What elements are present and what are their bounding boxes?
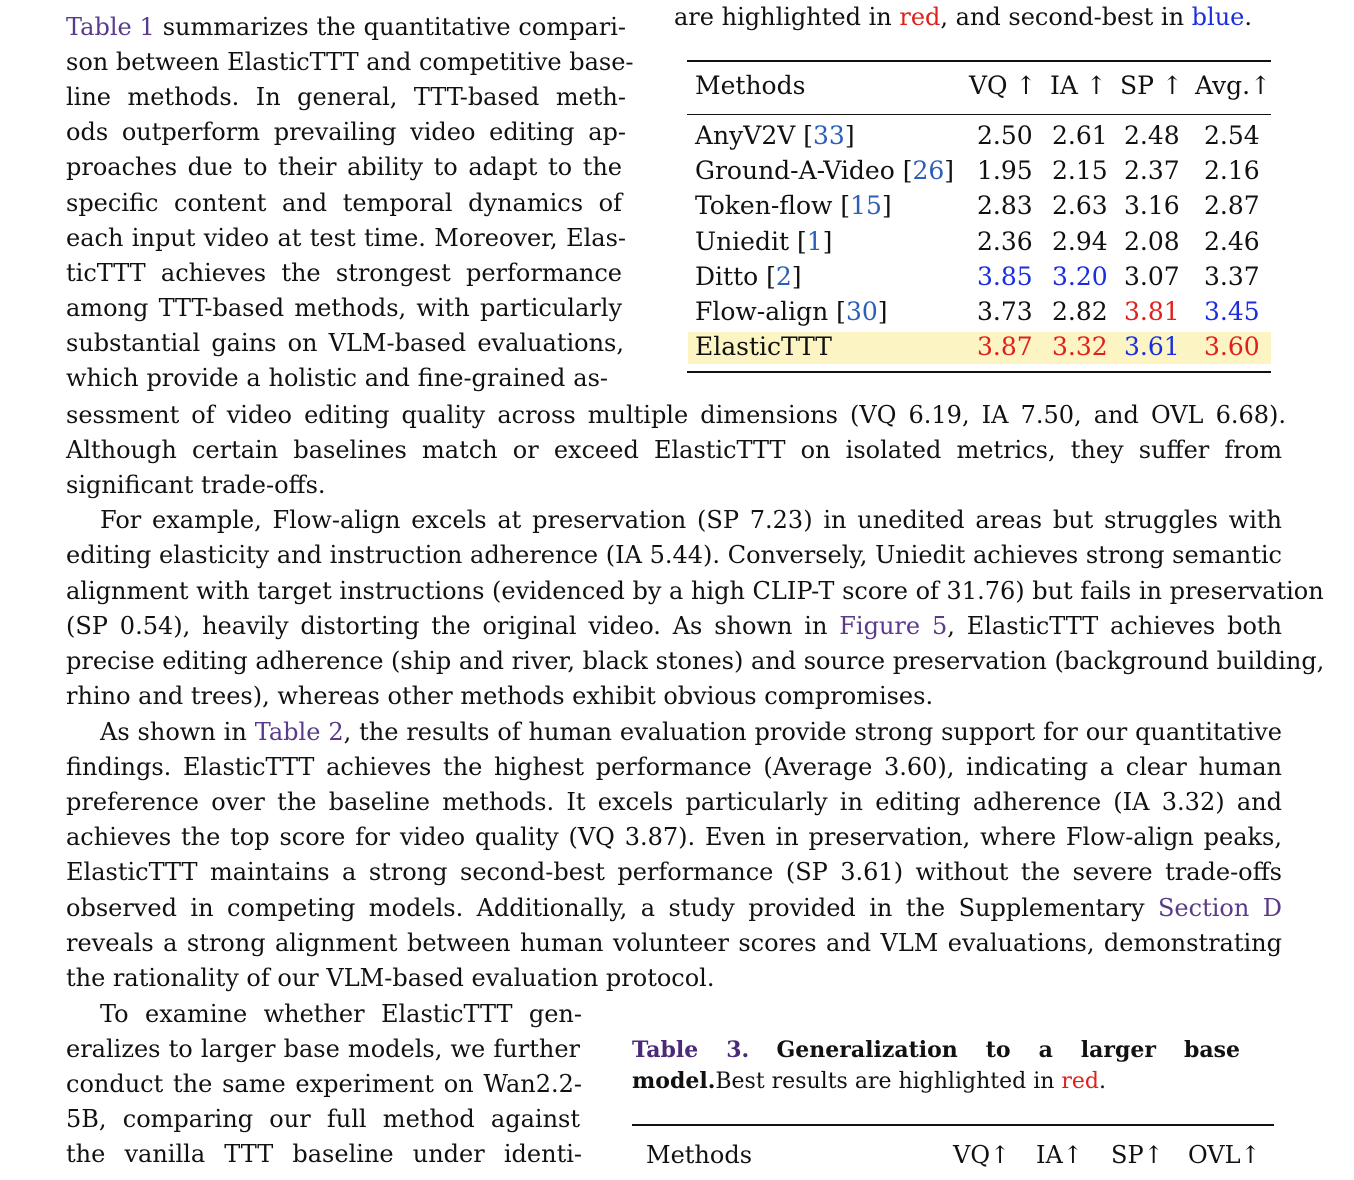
text-line: line methods. In general, TTT-based meth- xyxy=(66,83,626,111)
text-line: preference over the baseline methods. It excels particularly in editing adherence (IA 3.32) and xyxy=(66,788,1282,816)
ia-value: 2.82 xyxy=(1052,297,1108,326)
section-d-link[interactable]: Section D xyxy=(1157,894,1283,922)
text-line: To examine whether ElasticTTT gen- xyxy=(100,1000,582,1028)
text-line: (SP 0.54), heavily distorting the original video. As shown in Figure 5, ElasticTTT achieves both xyxy=(66,612,1283,640)
citation-link[interactable]: 30 xyxy=(845,297,878,326)
text-line: reveals a strong alignment between human volunteer scores and VLM evaluations, demonstrating xyxy=(66,929,1282,957)
header-avg: Avg.↑ xyxy=(1195,71,1272,100)
text-line: alignment with target instructions (evidenced by a high CLIP-T score of 31.76) but fails in preservation xyxy=(66,577,1324,605)
vq-value: 3.73 xyxy=(977,297,1033,326)
text-line: findings. ElasticTTT achieves the highest performance (Average 3.60), indicating a clear human xyxy=(66,753,1282,781)
header-vq: VQ ↑ xyxy=(969,71,1037,100)
text-line: 5B, comparing our full method against xyxy=(66,1105,580,1133)
table3-title: Generalization to a larger base xyxy=(776,1037,1240,1063)
header-methods: Methods xyxy=(695,71,806,100)
table-top-rule xyxy=(687,60,1271,62)
ia-value-best: 3.32 xyxy=(1052,332,1108,361)
caption-text: are highlighted in xyxy=(674,3,900,31)
text-line xyxy=(66,11,626,43)
text-line: son between ElasticTTT and competitive base- xyxy=(66,48,634,76)
table2-link[interactable]: Table 2 xyxy=(254,718,344,746)
ia-value: 2.61 xyxy=(1052,121,1108,150)
text-line: As shown in Table 2, the results of human evaluation provide strong support for our quantitative xyxy=(100,718,1283,746)
table1-link[interactable]: Table 1 xyxy=(66,13,155,41)
vq-value-second-best: 3.85 xyxy=(977,262,1033,291)
sp-value: 3.07 xyxy=(1124,262,1180,291)
ia-value: 2.63 xyxy=(1052,191,1108,220)
text-line: substantial gains on VLM-based evaluations, xyxy=(66,329,624,357)
table3-caption-line2: model.Best results are highlighted in red. xyxy=(632,1068,1107,1094)
vq-value: 2.83 xyxy=(977,191,1033,220)
figure5-link[interactable]: Figure 5 xyxy=(839,612,948,640)
text-line: Although certain baselines match or exceed ElasticTTT on isolated metrics, they suffer from xyxy=(66,436,1282,464)
table-mid-rule xyxy=(687,114,1271,115)
caption-text: . xyxy=(1244,3,1253,31)
vq-value: 1.95 xyxy=(977,156,1033,185)
sp-value-second-best: 3.61 xyxy=(1124,332,1180,361)
header-ia: IA↑ xyxy=(1036,1141,1083,1169)
vq-value: 2.50 xyxy=(977,121,1033,150)
avg-value: 2.46 xyxy=(1204,227,1260,256)
citation-link[interactable]: 26 xyxy=(912,156,945,185)
text-line: achieves the top score for video quality (VQ 3.87). Even in preservation, where Flow-align peaks, xyxy=(66,823,1282,851)
text-line: significant trade-offs. xyxy=(66,471,326,499)
text-line: among TTT-based methods, with particularly xyxy=(66,294,622,322)
sp-value: 2.08 xyxy=(1124,227,1180,256)
text-line: observed in competing models. Additionally, a study provided in the Supplementary Section D xyxy=(66,894,1283,922)
text-line: ods outperform prevailing video editing ap- xyxy=(66,118,626,146)
citation-link[interactable]: 15 xyxy=(850,191,882,220)
text-line: conduct the same experiment on Wan2.2- xyxy=(66,1070,582,1098)
text-line: For example, Flow-align excels at preservation (SP 7.23) in unedited areas but struggles with xyxy=(100,506,1282,534)
vq-value-best: 3.87 xyxy=(977,332,1033,361)
text-line: the vanilla TTT baseline under identi- xyxy=(66,1140,582,1168)
table3-label: Table 3. xyxy=(632,1037,750,1063)
method-name: AnyV2V [33] xyxy=(695,121,855,150)
header-sp: SP↑ xyxy=(1111,1141,1164,1169)
header-vq: VQ↑ xyxy=(953,1141,1011,1169)
text-line: proaches due to their ability to adapt to the xyxy=(66,153,622,181)
text-line: which provide a holistic and fine-grained as- xyxy=(66,364,608,392)
method-name: ElasticTTT xyxy=(695,332,832,361)
header-ia: IA ↑ xyxy=(1050,71,1107,100)
caption-red-word: red xyxy=(899,3,941,31)
text-line: precise editing adherence (ship and river, black stones) and source preservation (background building, xyxy=(66,647,1325,675)
table3-title-cont: model. xyxy=(632,1068,716,1094)
avg-value-best: 3.60 xyxy=(1204,332,1260,361)
avg-value: 2.54 xyxy=(1204,121,1260,150)
text-line: specific content and temporal dynamics of xyxy=(66,189,622,217)
avg-value: 2.87 xyxy=(1204,191,1260,220)
avg-value-second-best: 3.45 xyxy=(1204,297,1260,326)
sp-value-best: 3.81 xyxy=(1124,297,1180,326)
method-name: Token-flow [15] xyxy=(695,191,892,220)
text-line: ElasticTTT maintains a strong second-best performance (SP 3.61) without the severe trade-offs xyxy=(66,858,1282,886)
sp-value: 2.37 xyxy=(1124,156,1180,185)
vq-value: 2.36 xyxy=(977,227,1033,256)
text-line: sessment of video editing quality across multiple dimensions (VQ 6.19, IA 7.50, and OVL 6.68). xyxy=(66,401,1286,429)
citation-link[interactable]: 2 xyxy=(775,262,792,291)
ia-value: 2.15 xyxy=(1052,156,1108,185)
citation-link[interactable]: 33 xyxy=(813,121,845,150)
text-line: editing elasticity and instruction adherence (IA 5.44). Conversely, Uniedit achieves strong semantic xyxy=(66,541,1282,569)
caption-red-word: red xyxy=(1061,1069,1100,1094)
method-name: Ditto [2] xyxy=(695,262,802,291)
table-bottom-rule xyxy=(687,371,1271,373)
caption-blue-word: blue xyxy=(1191,3,1245,31)
table3-top-rule xyxy=(632,1124,1274,1126)
method-name: Uniedit [1] xyxy=(695,227,833,256)
sp-value: 2.48 xyxy=(1124,121,1180,150)
method-name: Ground-A-Video [26] xyxy=(695,156,955,185)
table2-caption-fragment xyxy=(674,2,1252,32)
header-sp: SP ↑ xyxy=(1120,71,1183,100)
citation-link[interactable]: 1 xyxy=(806,227,823,256)
text-line: rhino and trees), whereas other methods exhibit obvious compromises. xyxy=(66,682,934,710)
text-line: each input video at test time. Moreover, Elas- xyxy=(66,224,626,252)
table3-caption-line1 xyxy=(632,1035,1240,1066)
caption-text: , and second-best in xyxy=(940,3,1192,31)
text-line: the rationality of our VLM-based evaluation protocol. xyxy=(66,964,715,992)
ia-value-second-best: 3.20 xyxy=(1052,262,1108,291)
avg-value: 2.16 xyxy=(1204,156,1260,185)
sp-value: 3.16 xyxy=(1124,191,1180,220)
method-name: Flow-align [30] xyxy=(695,297,888,326)
header-ovl: OVL↑ xyxy=(1188,1141,1261,1169)
text-span: summarizes the quantitative compari- xyxy=(154,13,627,41)
header-methods: Methods xyxy=(646,1141,753,1169)
avg-value: 3.37 xyxy=(1204,262,1260,291)
text-line: eralizes to larger base models, we further xyxy=(66,1035,580,1063)
text-line: ticTTT achieves the strongest performance xyxy=(66,259,622,287)
ia-value: 2.94 xyxy=(1052,227,1108,256)
